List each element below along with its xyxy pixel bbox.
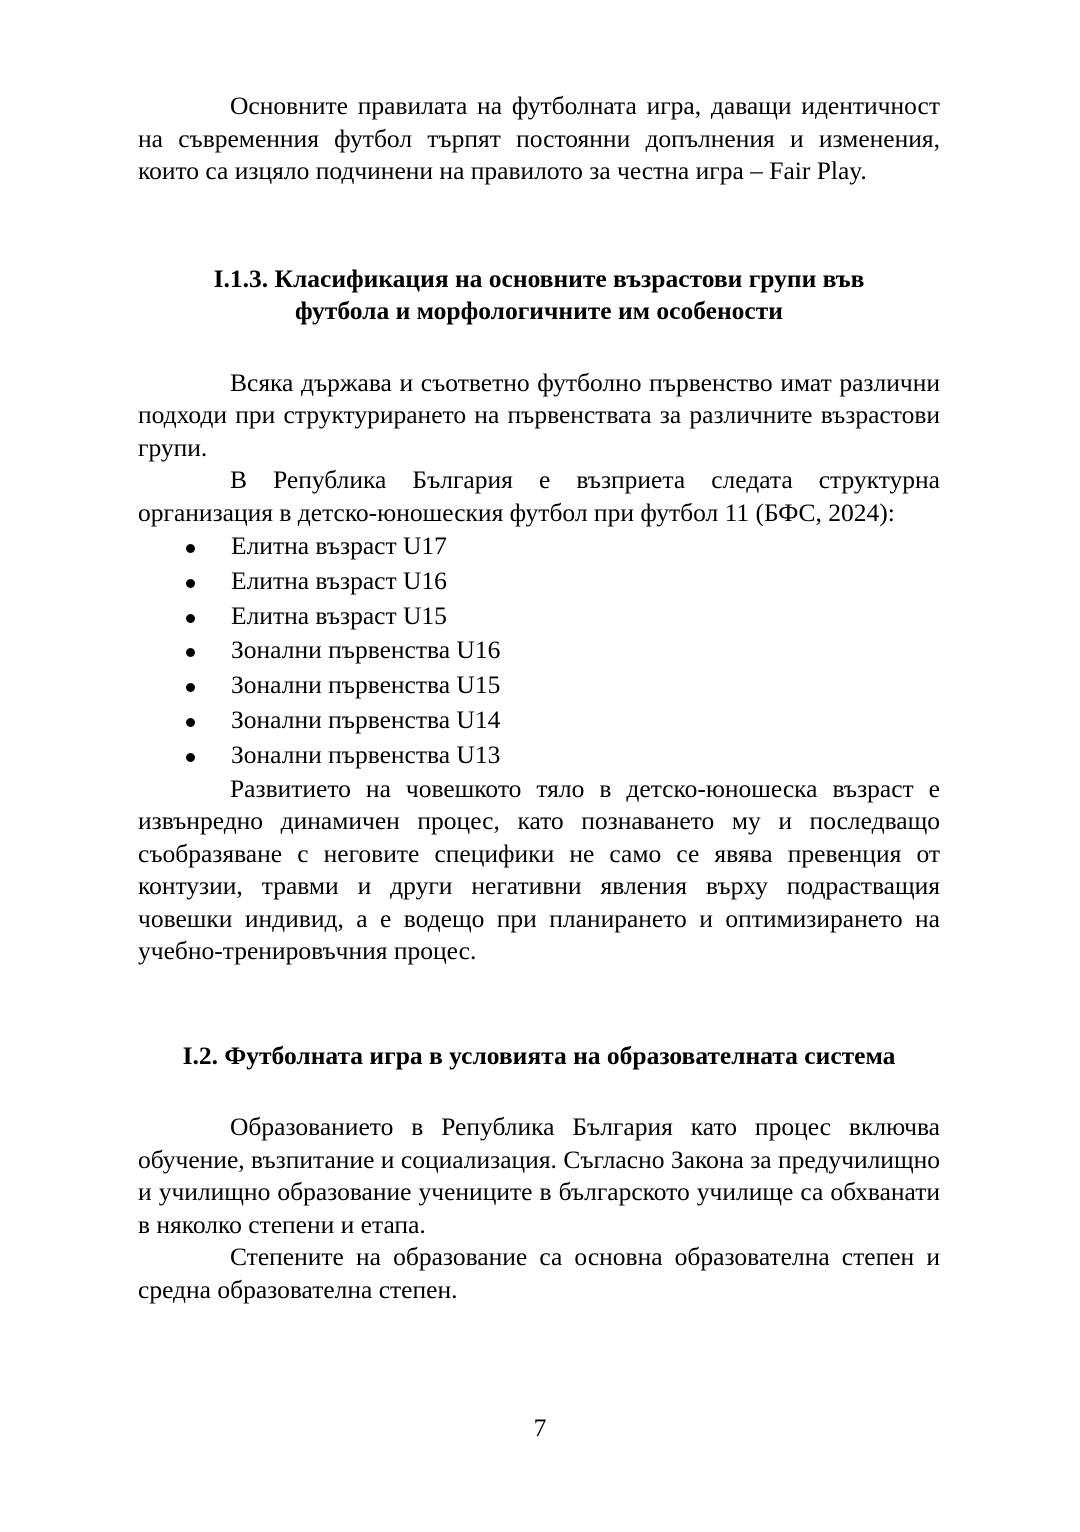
list-item	[138, 529, 940, 564]
list-item	[138, 564, 940, 599]
bullet-icon	[186, 614, 195, 623]
section-1-1-3-paragraph-2: В Република България е възприета следата структурна организация в детско-юношеския футбол при футбол 11 (БФС, 2024):	[138, 465, 940, 527]
list-item	[138, 703, 940, 738]
section-heading-1-1-3	[138, 263, 940, 328]
bullet-icon	[186, 753, 195, 762]
list-item-text: Зонални първенства U15	[231, 670, 501, 700]
list-item	[138, 633, 940, 668]
bullet-icon	[186, 544, 195, 553]
page-number: 7	[533, 1413, 547, 1442]
section-heading-1-2: I.2. Футболната игра в условията на образователната система	[182, 1040, 896, 1070]
list-item-text: Зонални първенства U13	[231, 739, 501, 769]
list-item	[138, 738, 940, 773]
bullet-icon	[186, 648, 195, 657]
page-body	[138, 90, 940, 1306]
age-groups-list	[138, 529, 940, 773]
list-item-text: Елитна възраст U17	[231, 531, 447, 560]
list-item-text: Зонални първенства U14	[231, 704, 501, 734]
list-item-text: Елитна възраст U16	[231, 565, 447, 595]
intro-paragraph: Основните правилата на футболната игра, даващи идентичност на съвременния футбол търпят постоянни допълнения и изменения, които са изцяло подчинени на правилото за честна игра – Fair Play.	[138, 91, 940, 185]
section-1-1-3-paragraph-1: Всяка държава и съответно футболно първенство имат различни подходи при структурирането на първенствата за различните възрастови групи.	[138, 367, 940, 462]
section-1-1-3-paragraph-3: Развитието на човешкото тяло в детско-юношеска възраст е извънредно динамичен процес, като познаването му и последващо съобразяване с неговите специфики не само се явява превенция от контузии, травми и други негативни явления върху подрастващия човешки индивид, а е водещо при планирането и оптимизирането на учебно-тренировъчния процес.	[138, 773, 940, 966]
list-item	[138, 599, 940, 634]
list-item	[138, 668, 940, 703]
list-item-text: Зонални първенства U16	[231, 635, 501, 665]
heading-line-2: футбола и морфологичните им особености	[295, 296, 783, 325]
bullet-icon	[186, 718, 195, 727]
bullet-icon	[186, 579, 195, 588]
section-1-2-paragraph-2: Степените на образование са основна образователна степен и средна образователна степен.	[138, 1242, 940, 1304]
list-item-text: Елитна възраст U15	[231, 600, 447, 630]
section-1-2-paragraph-1: Образованието в Република България като процес включва обучение, възпитание и социализация. Съгласно Закона за предучилищно и училищно образование учениците в българското училище са обхванати в няколко степени и етапа.	[138, 1112, 940, 1239]
bullet-icon	[186, 683, 195, 692]
heading-line-1: I.1.3. Класификация на основните възрастови групи във	[213, 263, 865, 293]
